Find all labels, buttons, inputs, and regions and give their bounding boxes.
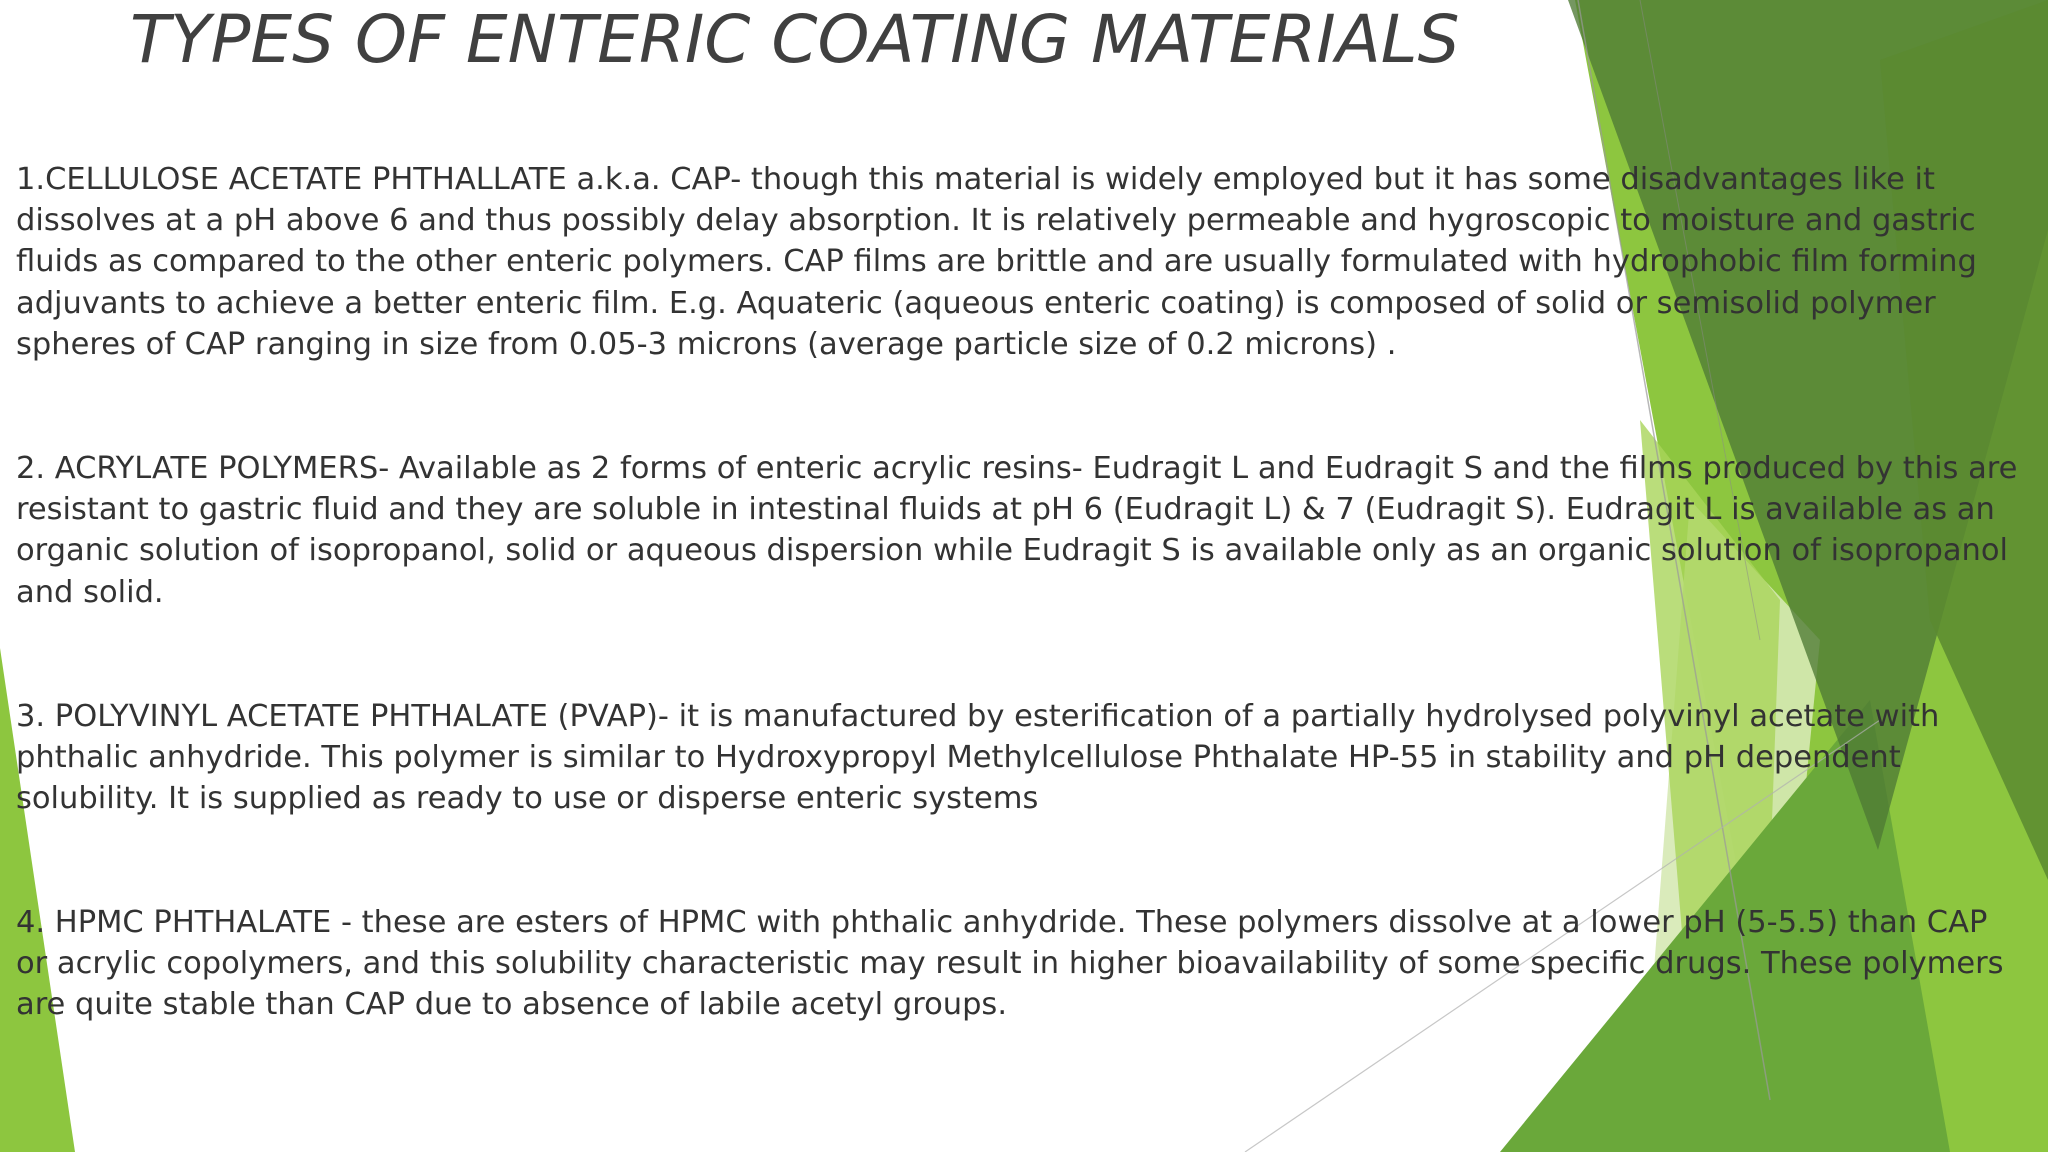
paragraph-acrylate-polymers: 2. ACRYLATE POLYMERS- Available as 2 forms of enteric acrylic resins- Eudragit L and Eudragit S and the films produced by this are resistant to gastric fluid and they are soluble in intestinal fluids at pH 6 (Eudragit L) & 7 (Eudragit S). Eudragit L is available as an organic solution of isopropanol, solid or aqueous dispersion while Eudragit S is available only as an organic solution of isopropanol and solid. bbox=[16, 451, 2018, 610]
paragraph-hpmc-phthalate: 4. HPMC PHTHALATE - these are esters of HPMC with phthalic anhydride. These polymers dissolve at a lower pH (5-5.5) than CAP or acrylic copolymers, and this solubility characteristic may result in higher bioavailability of some specific drugs. These polymers are quite stable than CAP due to absence of labile acetyl groups. bbox=[16, 905, 2004, 1023]
paragraph-pvap: 3. POLYVINYL ACETATE PHTHALATE (PVAP)- it is manufactured by esterification of a partially hydrolysed polyvinyl acetate with phthalic anhydride. This polymer is similar to Hydroxypropyl Methylcellulose Phthalate HP-55 in stability and pH dependent solubility. It is supplied as ready to use or disperse enteric systems bbox=[16, 699, 1940, 817]
paragraph-cap: 1.CELLULOSE ACETATE PHTHALLATE a.k.a. CAP- though this material is widely employed but it has some disadvantages like it dissolves at a pH above 6 and thus possibly delay absorption. It is relatively permeable and hygroscopic to moisture and gastric fluids as compared to the other enteric polymers. CAP films are brittle and are usually formulated with hydrophobic film forming adjuvants to achieve a better enteric film. E.g. Aquateric (aqueous enteric coating) is composed of solid or semisolid polymer spheres of CAP ranging in size from 0.05-3 microns (average particle size of 0.2 microns) . bbox=[16, 162, 1977, 362]
slide-title: TYPES OF ENTERIC COATING MATERIALS bbox=[130, 1, 1460, 78]
